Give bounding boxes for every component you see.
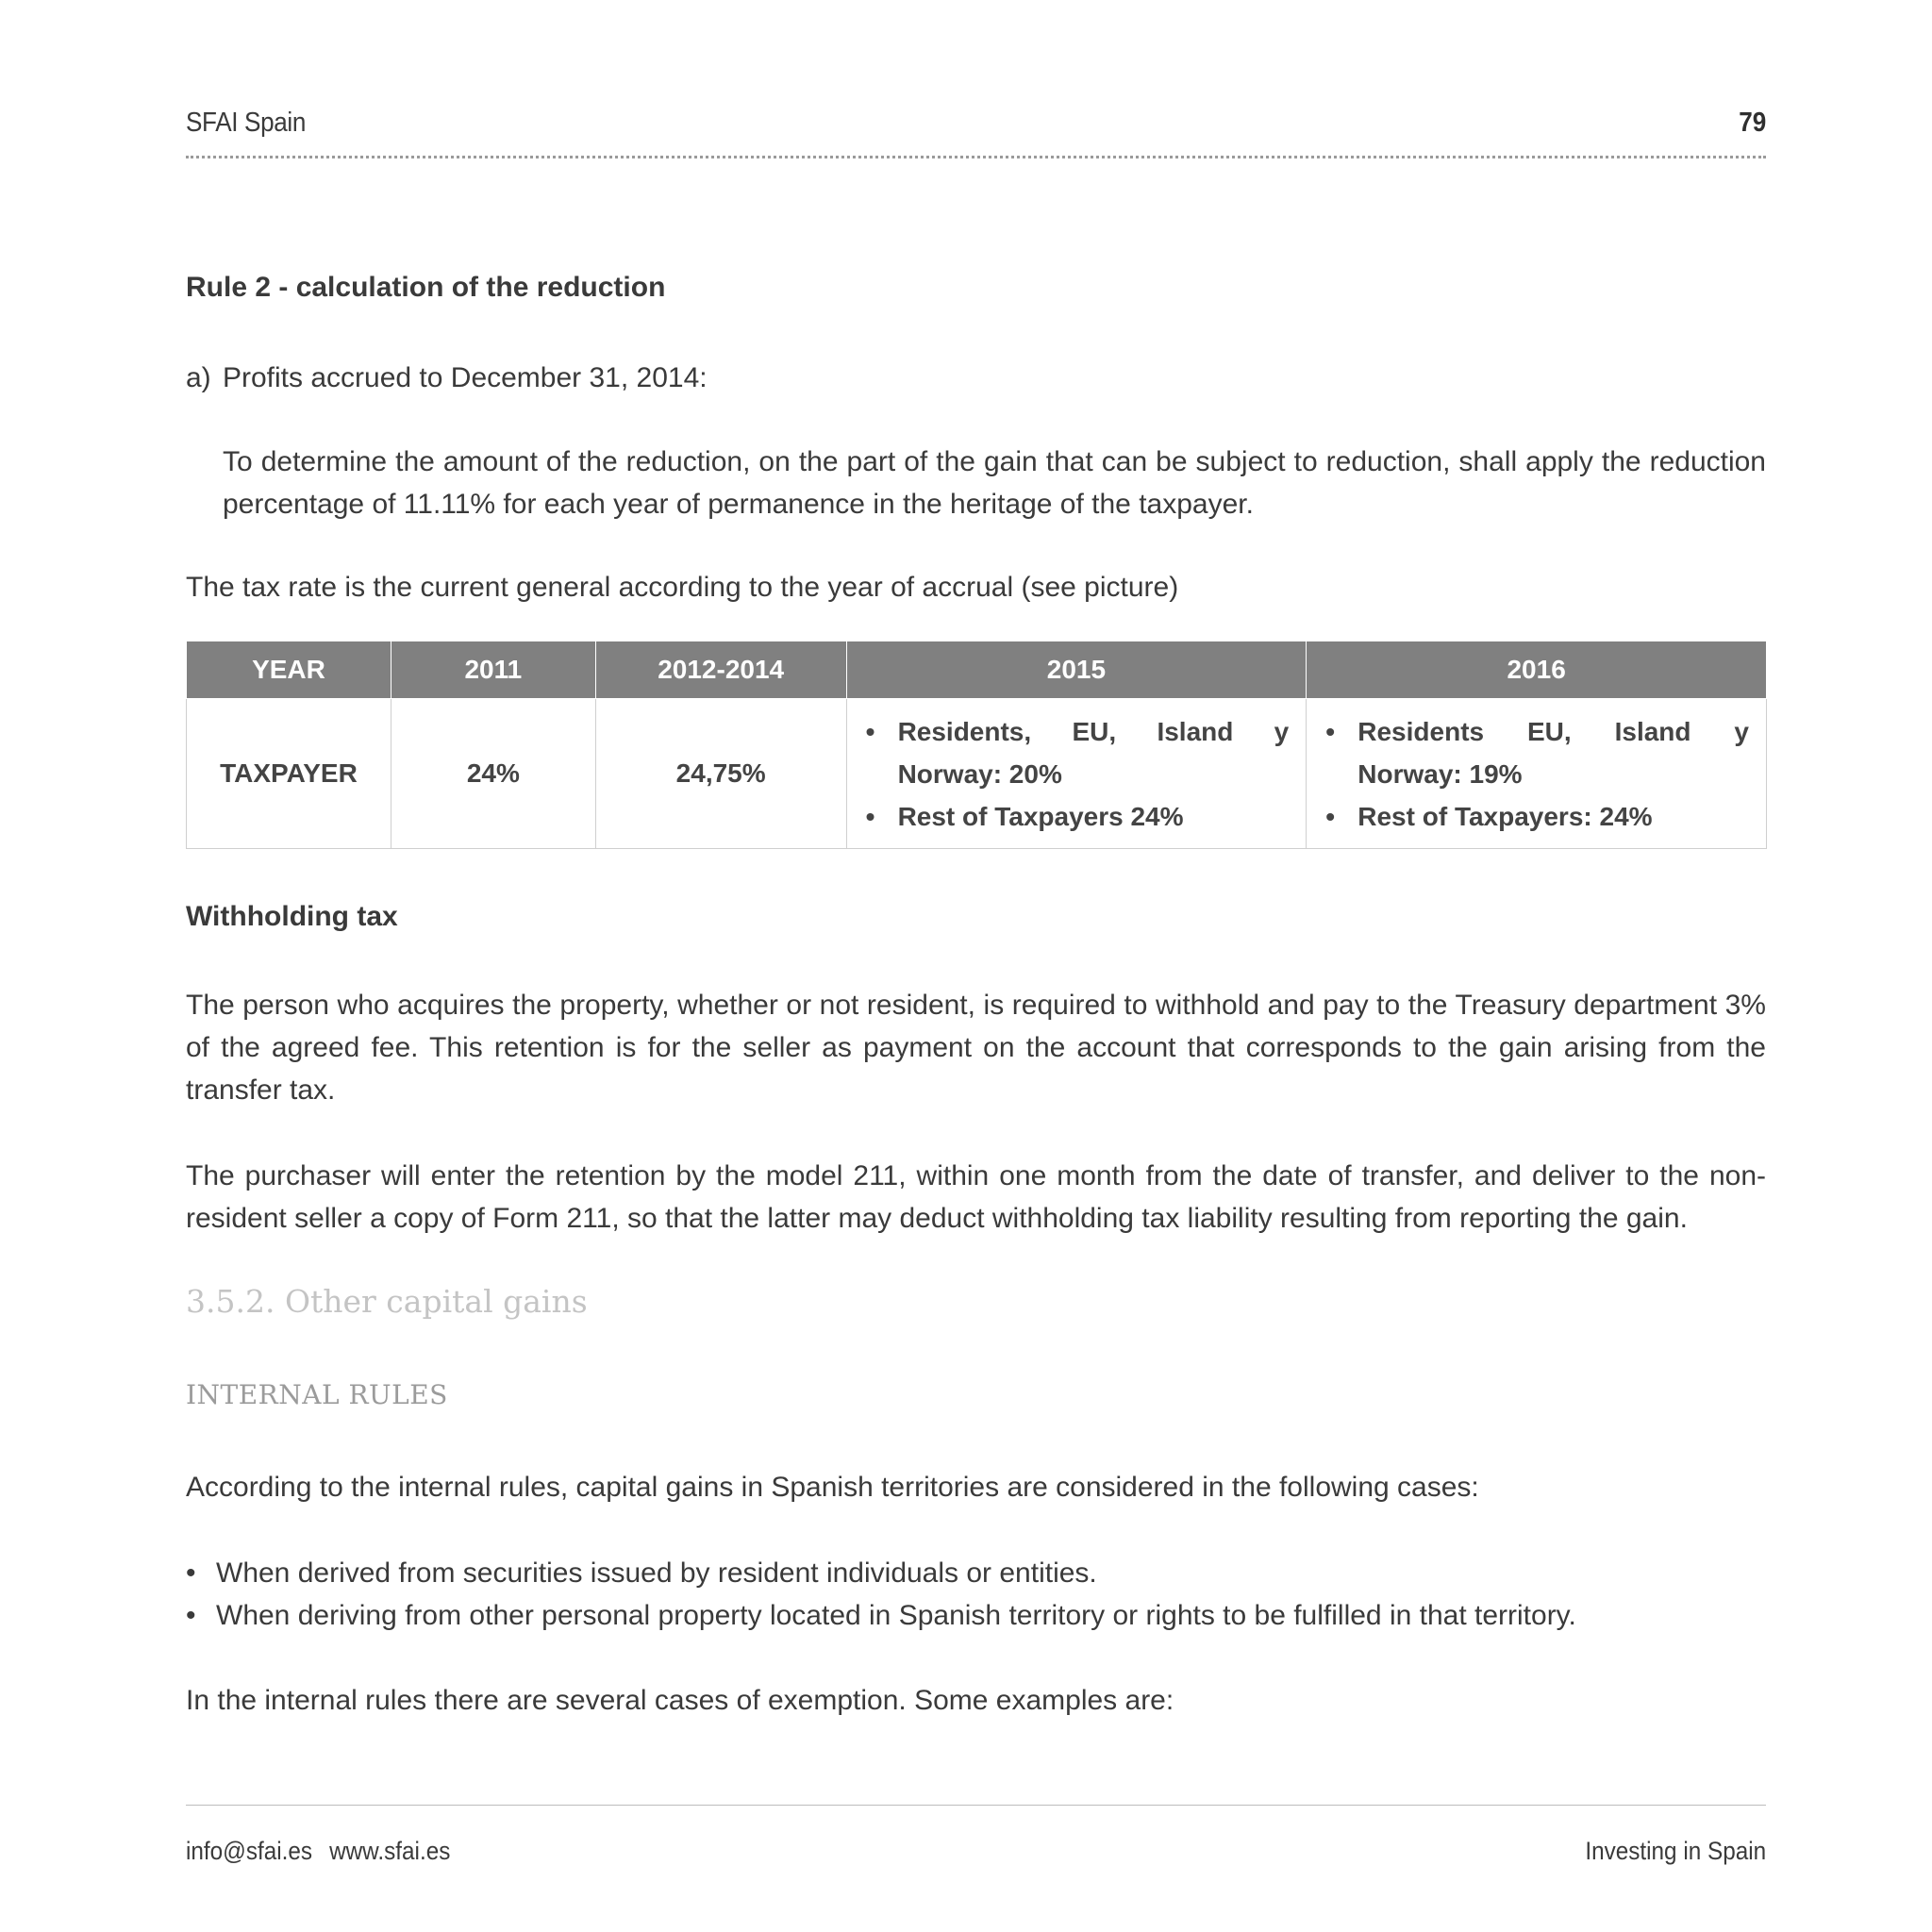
withholding-paragraph-2: The purchaser will enter the retention by the model 211, within one month from the date of transfer, and deliver to the non-resident seller a copy of Form 211, so that the latter may deduct withholding tax liability resulting from reporting the gain.: [186, 1160, 1766, 1234]
internal-rules-intro: According to the internal rules, capital gains in Spanish territories are considered in the following cases:: [186, 1472, 1479, 1503]
rule2-heading: Rule 2 - calculation of the reduction: [186, 272, 666, 303]
reduction-paragraph: To determine the amount of the reduction, on the part of the gain that can be subject to reduction, shall apply the reduction percentage of 11.11% for each year of permanence in the heritage of the taxpayer.: [223, 446, 1766, 520]
rates-2015-list: [864, 710, 1290, 838]
footer-divider: [186, 1805, 1766, 1806]
tax-rate-table: [186, 641, 1767, 849]
table-header-row: [187, 641, 1767, 699]
table-header-cell: 2015: [846, 641, 1307, 699]
tax-rate-paragraph: The tax rate is the current general according to the year of accrual (see picture): [186, 572, 1179, 603]
table-cell-2015: [846, 699, 1307, 849]
page-number: 79: [1738, 108, 1766, 138]
list-item: • When derived from securities issued by resident individuals or entities.: [186, 1552, 1766, 1594]
list-marker-a: a): [186, 362, 211, 393]
list-item: • Rest of Taxpayers: 24%: [1324, 795, 1749, 838]
table-header-cell: 2011: [391, 641, 595, 699]
header-divider: [186, 156, 1766, 158]
list-item: • Residents EU, Island y Norway: 19%: [1324, 710, 1749, 795]
table-cell: 24,75%: [595, 699, 846, 849]
footer-contact: [186, 1837, 450, 1866]
table-cell-2016: [1307, 699, 1767, 849]
exemption-paragraph: In the internal rules there are several cases of exemption. Some examples are:: [186, 1685, 1174, 1716]
footer-publication: Investing in Spain: [1585, 1837, 1766, 1865]
section-title: 3.5.2. Other capital gains: [186, 1283, 588, 1320]
row-label-cell: TAXPAYER: [187, 699, 391, 849]
footer-website: www.sfai.es: [329, 1837, 451, 1865]
table-header-cell: YEAR: [187, 641, 391, 699]
list-item: • Residents, EU, Island y Norway: 20%: [864, 710, 1290, 795]
list-item-a-text: Profits accrued to December 31, 2014:: [223, 362, 708, 393]
header-title: SFAI Spain: [186, 108, 306, 138]
list-item: • When deriving from other personal property located in Spanish territory or rights to be fulfilled in that territory.: [186, 1594, 1766, 1637]
list-item: • Rest of Taxpayers 24%: [864, 795, 1290, 838]
table-row: [187, 699, 1767, 849]
table-header-cell: 2016: [1307, 641, 1767, 699]
withholding-heading: Withholding tax: [186, 901, 398, 932]
table-header-cell: 2012-2014: [595, 641, 846, 699]
table-cell: 24%: [391, 699, 595, 849]
capital-gains-cases-list: [186, 1552, 1766, 1637]
footer-email: info@sfai.es: [186, 1837, 313, 1865]
list-item-a: [186, 357, 708, 399]
withholding-paragraph-1: The person who acquires the property, whether or not resident, is required to withhold and pay to the Treasury department 3% of the agreed fee. This retention is for the seller as payment on the account that corresponds to the gain arising from the transfer tax.: [186, 990, 1766, 1106]
subsection-title: INTERNAL RULES: [186, 1379, 448, 1410]
rates-2016-list: [1324, 710, 1749, 838]
